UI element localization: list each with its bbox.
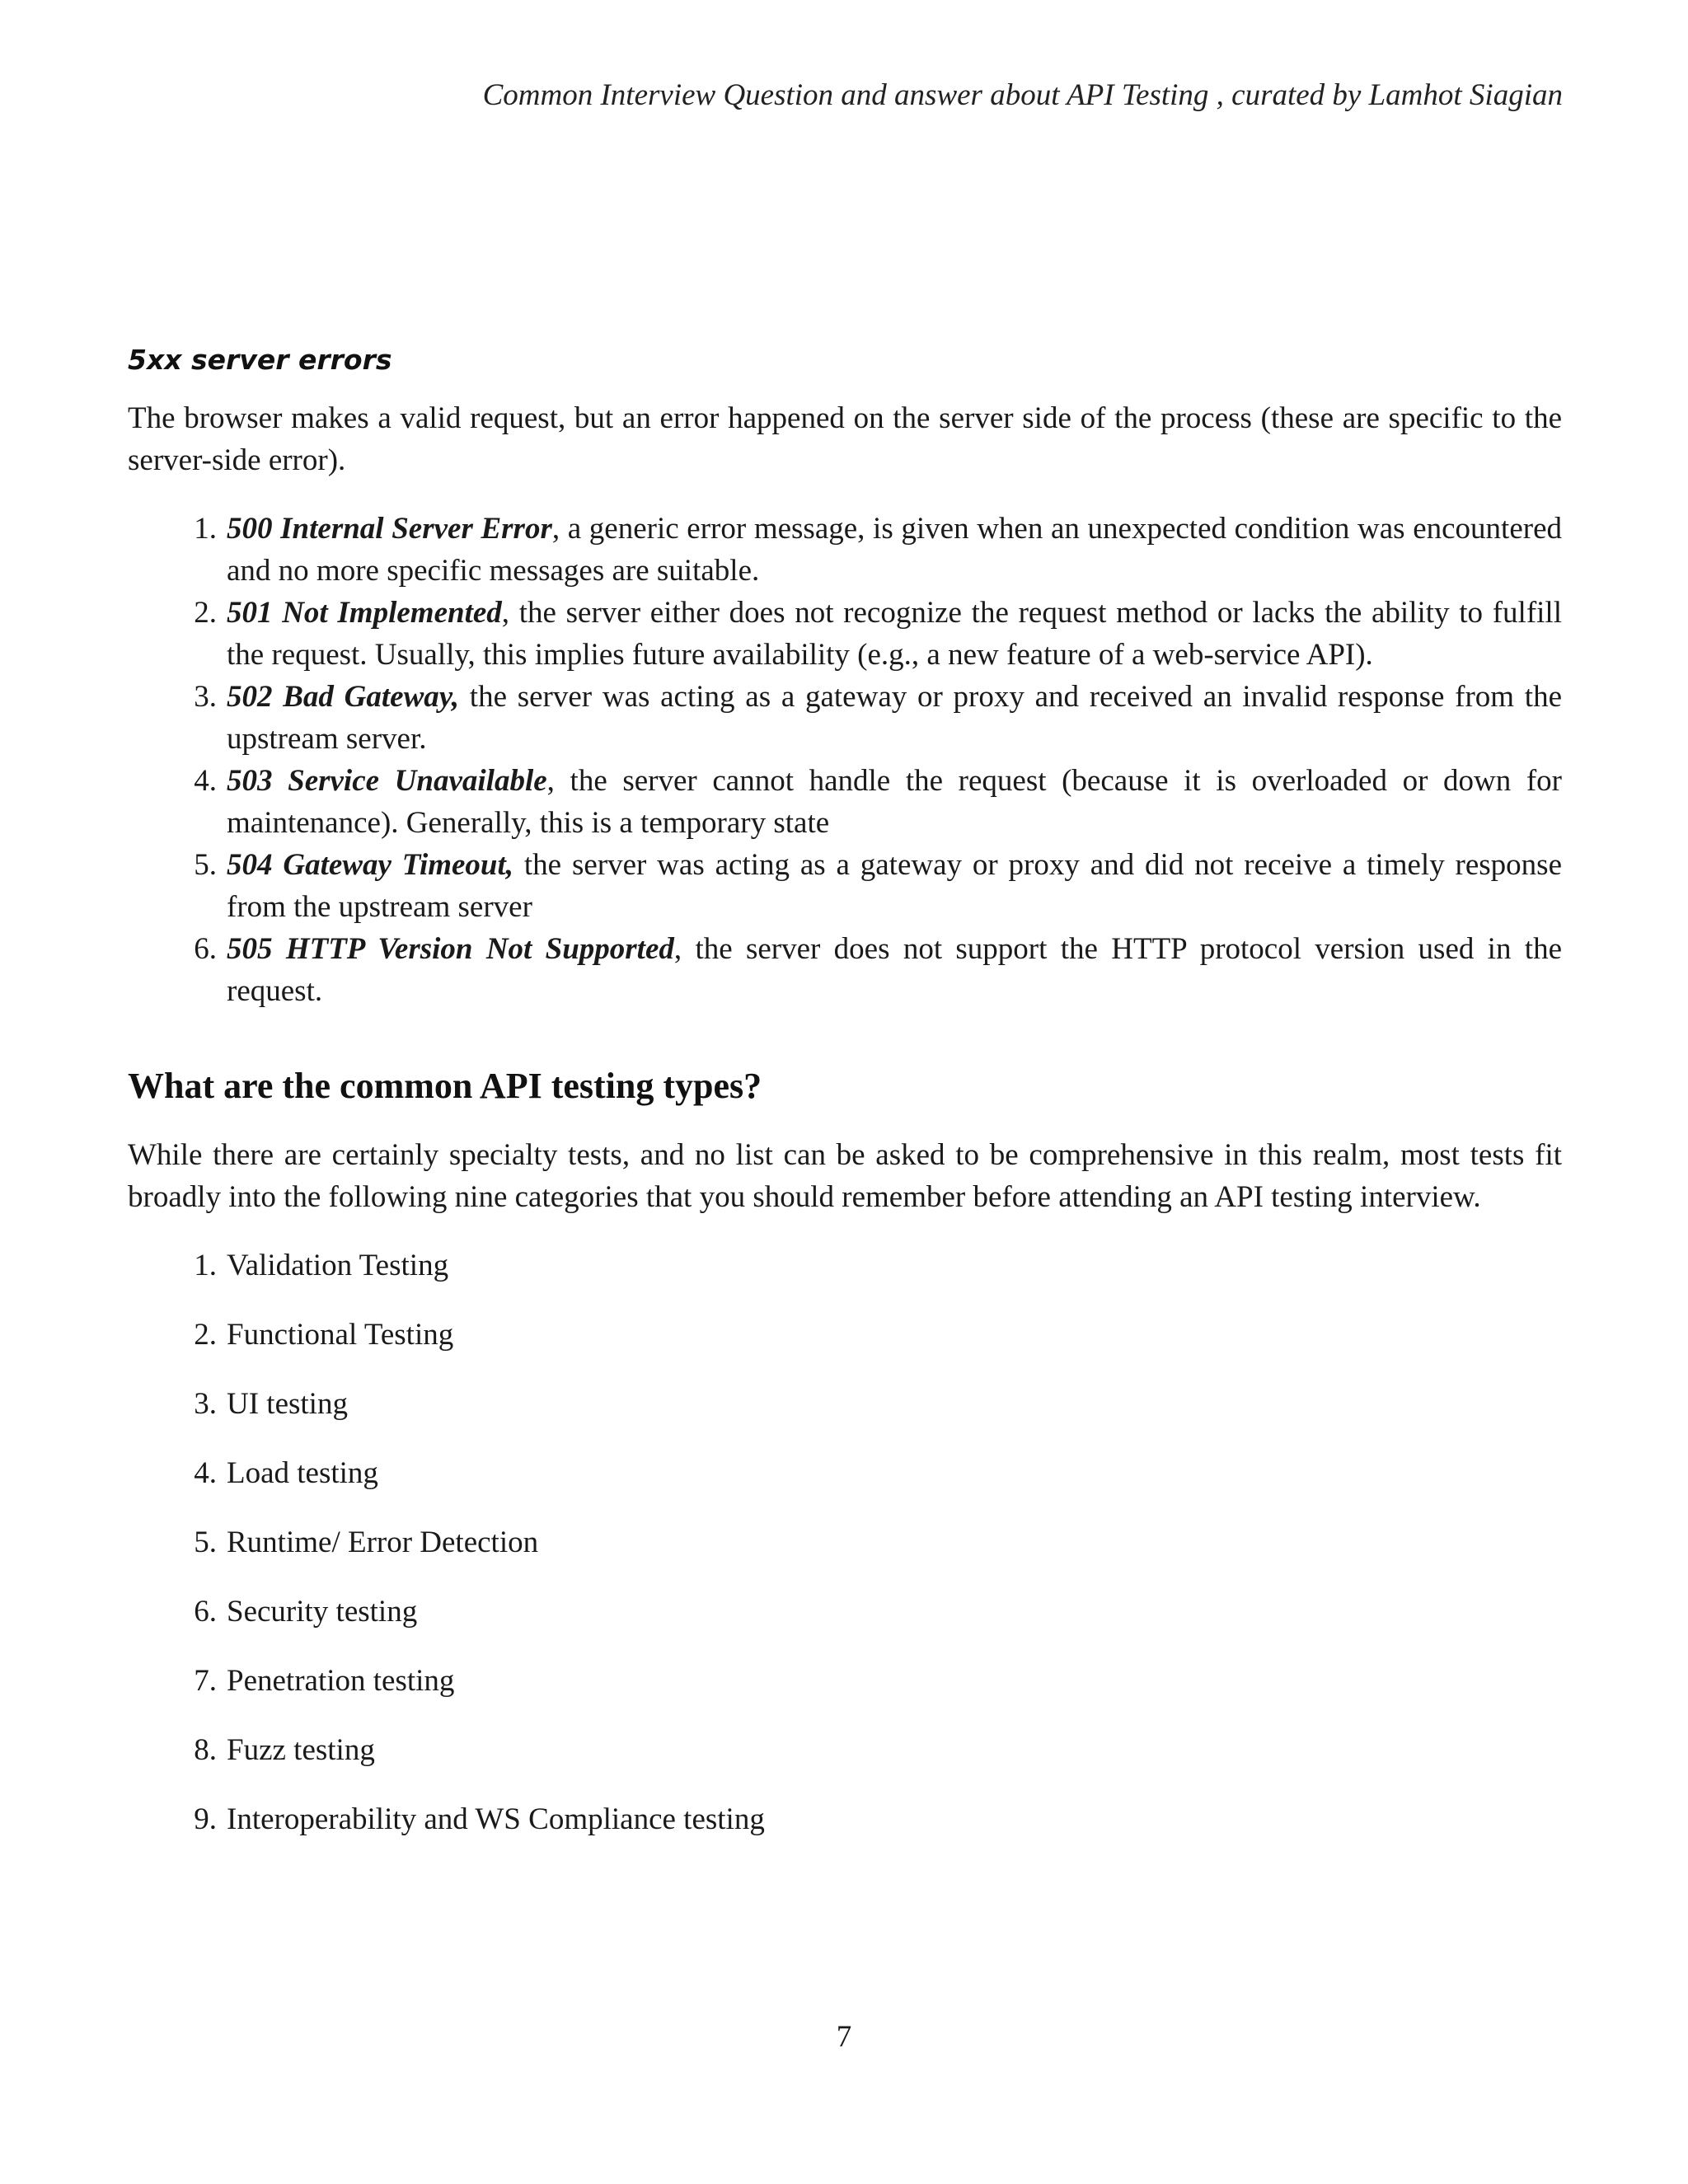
subsection-heading-5xx: 5xx server errors bbox=[128, 344, 392, 376]
testing-type-label: Validation Testing bbox=[227, 1249, 449, 1282]
status-code: 502 Bad Gateway, bbox=[227, 680, 460, 714]
status-code: 504 Gateway Timeout, bbox=[227, 848, 514, 882]
testing-type-label: Functional Testing bbox=[227, 1318, 454, 1352]
page-content bbox=[128, 340, 1562, 1868]
testing-type-label: Fuzz testing bbox=[227, 1733, 375, 1767]
list-number: 5 . bbox=[159, 844, 217, 886]
status-code-list bbox=[128, 508, 1562, 1012]
status-description: , a generic error message, is given when an unexpected condition was encountered and no more specific messages are suitable. bbox=[227, 512, 1563, 588]
testing-type-label: Runtime/ Error Detection bbox=[227, 1526, 539, 1559]
list-item bbox=[128, 844, 1562, 928]
testing-types-list bbox=[128, 1244, 1562, 1868]
testing-type-label: Security testing bbox=[227, 1595, 418, 1629]
status-description: , the server cannot handle the request (because it is overloaded or down for maintenance). Generally, this is a temporary state bbox=[227, 764, 1562, 840]
list-number: 7 . bbox=[159, 1660, 217, 1702]
list-number: 6 . bbox=[159, 928, 217, 970]
testing-type-label: Load testing bbox=[227, 1456, 378, 1490]
status-description: , the server does not support the HTTP protocol version used in the request. bbox=[227, 932, 1562, 1008]
status-code: 500 Internal Server Error bbox=[227, 512, 552, 546]
list-item bbox=[128, 1591, 1562, 1660]
list-number: 3 . bbox=[159, 676, 217, 718]
status-code: 503 Service Unavailable bbox=[227, 764, 547, 798]
status-description: , the server either does not recognize the request method or lacks the ability to fulfill the request. Usually, this implies future availability (e.g., a new feature of a web-service API). bbox=[227, 596, 1562, 672]
list-item bbox=[128, 508, 1562, 592]
status-description: the server was acting as a gateway or proxy and did not receive a timely response from the upstream server bbox=[227, 848, 1563, 924]
list-item bbox=[128, 1521, 1562, 1591]
paragraph-5xx-intro: The browser makes a valid request, but an error happened on the server side of the process (these are specific to the server-side error). bbox=[128, 401, 1562, 477]
list-item bbox=[128, 1660, 1562, 1729]
list-item bbox=[128, 676, 1562, 760]
list-item bbox=[128, 928, 1562, 1012]
list-number: 4 . bbox=[159, 760, 217, 802]
list-item bbox=[128, 1798, 1562, 1868]
section-heading-testing-types: What are the common API testing types? bbox=[128, 1066, 762, 1106]
list-item bbox=[128, 1383, 1562, 1452]
running-header-author: , curated by Lamhot Siagian bbox=[1216, 78, 1563, 112]
list-item bbox=[128, 1244, 1562, 1314]
list-number: 6 . bbox=[159, 1591, 217, 1633]
status-code: 505 HTTP Version Not Supported bbox=[227, 932, 674, 966]
list-item bbox=[128, 760, 1562, 844]
status-description: the server was acting as a gateway or proxy and received an invalid response from the upstream server. bbox=[227, 680, 1562, 756]
list-item bbox=[128, 1314, 1562, 1383]
list-number: 1 . bbox=[159, 508, 217, 550]
running-header-title: Common Interview Question and answer about API Testing bbox=[482, 78, 1217, 112]
paragraph-testing-types-intro: While there are certainly specialty tests, and no list can be asked to be comprehensive in this realm, most tests fit broadly into the following nine categories that you should remember before attending an API testing interview. bbox=[128, 1138, 1562, 1214]
testing-type-label: UI testing bbox=[227, 1387, 348, 1421]
running-header bbox=[483, 77, 1563, 113]
list-number: 5 . bbox=[159, 1521, 217, 1563]
list-item bbox=[128, 1729, 1562, 1798]
list-number: 1 . bbox=[159, 1244, 217, 1286]
list-item bbox=[128, 1452, 1562, 1521]
list-number: 8 . bbox=[159, 1729, 217, 1771]
list-number: 3 . bbox=[159, 1383, 217, 1425]
status-code: 501 Not Implemented bbox=[227, 596, 502, 630]
list-number: 2 . bbox=[159, 1314, 217, 1356]
testing-type-label: Penetration testing bbox=[227, 1664, 455, 1698]
list-number: 4 . bbox=[159, 1452, 217, 1494]
testing-type-label: Interoperability and WS Compliance testing bbox=[227, 1802, 765, 1836]
list-number: 2 . bbox=[159, 592, 217, 634]
list-number: 9 . bbox=[159, 1798, 217, 1840]
list-item bbox=[128, 592, 1562, 676]
page-number: 7 bbox=[836, 2020, 852, 2054]
